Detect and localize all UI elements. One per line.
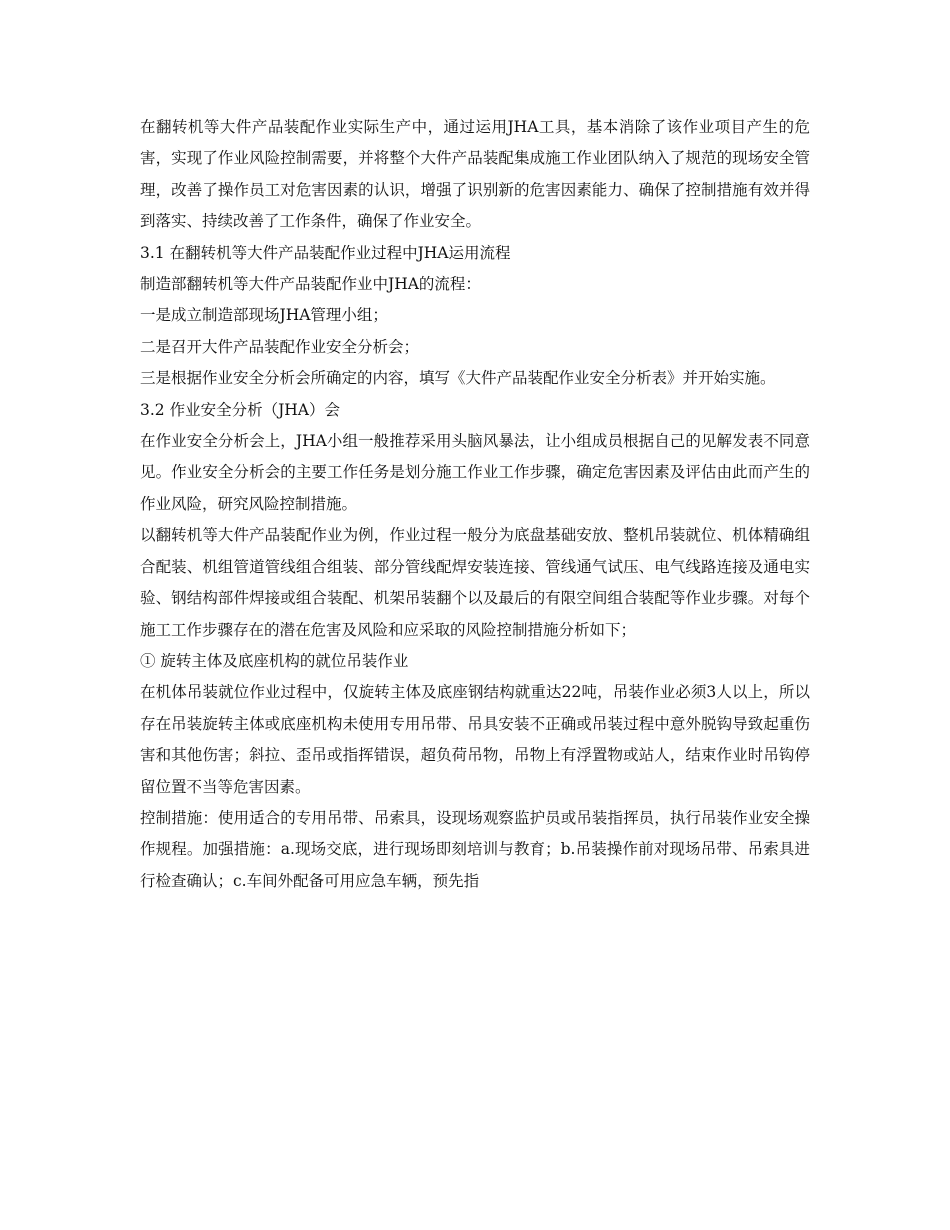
para-step-3: 三是根据作业安全分析会所确定的内容，填写《大件产品装配作业安全分析表》并开始实施。 (140, 369, 776, 388)
para-hazards: 在机体吊装就位作业过程中，仅旋转主体及底座钢结构就重达22吨，吊装作业必须3人以上，所以存在吊装旋转主体或底座机构未使用专用吊带、吊具安装不正确或吊装过程中意外脱钩导致起重伤害和其他伤害；斜拉、歪吊或指挥错误，超负荷吊物，吊物上有浮置物或站人，结束作业时吊钩停留位置不当等危害因素。 (140, 683, 810, 796)
para-jha-result: 在翻转机等大件产品装配作业实际生产中，通过运用JHA工具，基本消除了该作业项目产生的危害，实现了作业风险控制需要，并将整个大件产品装配集成施工作业团队纳入了规范的现场安全管理，改善了操作员工对危害因素的认识，增强了识别新的危害因素能力、确保了控制措施有效并得到落实、持续改善了工作条件，确保了作业安全。 (140, 118, 810, 231)
para-meeting: 在作业安全分析会上，JHA小组一般推荐采用头脑风暴法，让小组成员根据自己的见解发表不同意见。作业安全分析会的主要工作任务是划分施工作业工作步骤，确定危害因素及评估由此而产生的作业风险，研究风险控制措施。 (140, 432, 810, 513)
heading-3-1: 3.1 在翻转机等大件产品装配作业过程中JHA运用流程 (140, 243, 511, 262)
document-page (140, 112, 810, 897)
para-step-2: 二是召开大件产品装配作业安全分析会； (140, 337, 420, 356)
para-controls: 控制措施：使用适合的专用吊带、吊索具，设现场观察监护员或吊装指挥员，执行吊装作业安全操作规程。加强措施：a.现场交底，进行现场即刻培训与教育；b.吊装操作前对现场吊带、吊索具进行检查确认；c.车间外配备可用应急车辆，预先指 (140, 808, 810, 890)
para-process-intro: 制造部翻转机等大件产品装配作业中JHA的流程： (140, 275, 481, 294)
heading-item-1: ① 旋转主体及底座机构的就位吊装作业 (140, 651, 409, 670)
para-step-1: 一是成立制造部现场JHA管理小组； (140, 306, 388, 325)
heading-3-2: 3.2 作业安全分析（JHA）会 (140, 400, 341, 419)
para-example: 以翻转机等大件产品装配作业为例，作业过程一般分为底盘基础安放、整机吊装就位、机体精确组合配装、机组管道管线组合组装、部分管线配焊安装连接、管线通气试压、电气线路连接及通电实验、钢结构部件焊接或组合装配、机架吊装翻个以及最后的有限空间组合装配等作业步骤。对每个施工工作步骤存在的潜在危害及风险和应采取的风险控制措施分析如下； (140, 526, 810, 639)
